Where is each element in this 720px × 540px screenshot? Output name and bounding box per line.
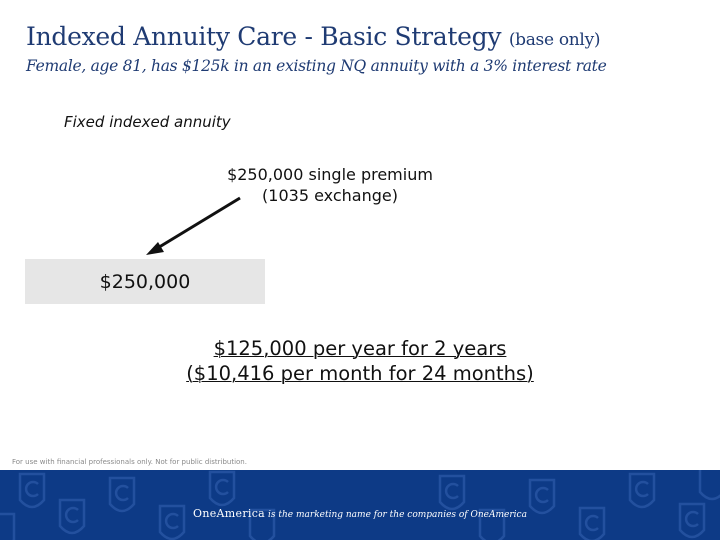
- disclaimer: For use with financial professionals only. Not for public distribution.: [12, 458, 247, 466]
- box-value: $250,000: [99, 270, 191, 293]
- payout-text: [150, 336, 570, 386]
- product-label: Fixed indexed annuity: [64, 113, 231, 131]
- slide-subtitle: Female, age 81, has $125k in an existing NQ annuity with a 3% interest rate: [26, 57, 607, 75]
- value-box: [25, 259, 265, 304]
- footer-text: [0, 502, 720, 521]
- title-suffix: (base only): [508, 30, 601, 50]
- brand-logo: OneAmerica: [193, 507, 266, 520]
- title-main: Indexed Annuity Care - Basic Strategy: [26, 22, 502, 51]
- footer-bar: [0, 470, 720, 540]
- footer-tagline: is the marketing name for the companies of OneAmerica: [268, 510, 527, 520]
- premium-line-1: $250,000 single premium: [227, 165, 433, 184]
- premium-line-2: (1035 exchange): [262, 186, 398, 205]
- payout-line-1: $125,000 per year for 2 years: [213, 337, 507, 360]
- payout-line-2: ($10,416 per month for 24 months): [186, 362, 534, 385]
